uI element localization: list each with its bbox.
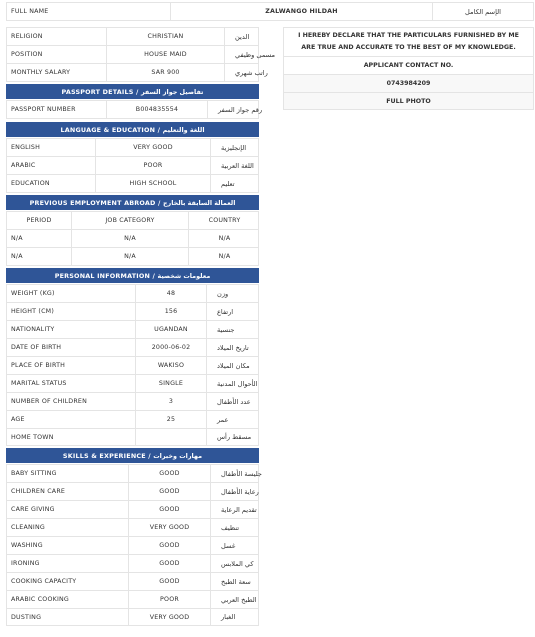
religion-value: CHRISTIAN: [106, 28, 224, 45]
baby-sitting-label-ar: جليسة الأطفال: [210, 465, 260, 482]
passport-number-label-ar: رقم جواز السفر: [207, 101, 260, 118]
date-of-birth-label: DATE OF BIRTH: [11, 344, 62, 351]
full-name-row: [6, 2, 534, 21]
declaration-text: I HEREBY DECLARE THAT THE PARTICULARS FURNISHED BY ME ARE TRUE AND ACCURATE TO THE BEST OF MY KNOWLEDGE.: [283, 27, 534, 56]
table-row: [6, 590, 259, 608]
passport-header-en: PASSPORT DETAILS /: [61, 87, 139, 96]
column-header-period: PERIOD: [26, 217, 52, 224]
ironing-label-ar: كي الملابس: [210, 555, 260, 572]
column-header-country: COUNTRY: [188, 212, 260, 229]
skills-section-header: [6, 448, 259, 463]
marital-status-label-ar: الأحوال المدنية: [206, 375, 260, 392]
table-row: [6, 536, 259, 554]
table-row: [6, 572, 259, 590]
employment-section-header: [6, 195, 259, 210]
care-giving-value: GOOD: [128, 501, 210, 518]
salary-value: SAR 900: [106, 64, 224, 81]
table-row: [6, 410, 259, 428]
employment-table: [6, 211, 259, 266]
ironing-value: GOOD: [128, 555, 210, 572]
personal-header-ar: معلومات شخصية: [157, 271, 211, 280]
weight-label-ar: وزن: [206, 285, 260, 302]
age-value: 25: [135, 411, 206, 428]
dusting-value: VERY GOOD: [128, 609, 210, 625]
basic-info-table: [6, 27, 276, 82]
skills-table: [6, 464, 262, 626]
personal-table: [6, 284, 259, 446]
salary-label: MONTHLY SALARY: [11, 69, 71, 76]
table-header-row: [6, 211, 259, 229]
arabic-cooking-value: POOR: [128, 591, 210, 608]
washing-value: GOOD: [128, 537, 210, 554]
care-giving-label-ar: تقديم الرعاية: [210, 501, 260, 518]
language-table: [6, 138, 259, 193]
country-cell: N/A: [188, 230, 260, 247]
nationality-label: NATIONALITY: [11, 326, 55, 333]
job-category-cell: N/A: [71, 230, 188, 247]
washing-label: WASHING: [11, 542, 43, 549]
nationality-label-ar: جنسية: [206, 321, 260, 338]
education-value: HIGH SCHOOL: [95, 175, 210, 192]
english-label: ENGLISH: [11, 144, 41, 151]
religion-label: RELIGION: [11, 33, 43, 40]
table-row: [6, 302, 259, 320]
cleaning-label-ar: تنظيف: [210, 519, 260, 536]
full-name-label: FULL NAME: [11, 8, 49, 15]
full-name-value: ZALWANGO HILDAH: [170, 3, 432, 20]
place-of-birth-value: WAKISO: [135, 357, 206, 374]
contact-label: APPLICANT CONTACT NO.: [283, 56, 534, 74]
position-label-ar: مسمى وظيفي: [224, 46, 260, 63]
table-row: [6, 100, 263, 119]
table-row: [6, 464, 262, 482]
position-label: POSITION: [11, 51, 43, 58]
table-row: [6, 392, 259, 410]
table-row: [6, 247, 259, 266]
home-town-value: [135, 429, 206, 445]
period-cell: N/A: [11, 235, 23, 242]
children-count-label-ar: عدد الأطفال: [206, 393, 260, 410]
height-label: HEIGHT (CM): [11, 308, 54, 315]
cooking-capacity-label-ar: سعة الطبخ: [210, 573, 260, 590]
place-of-birth-label-ar: مكان الميلاد: [206, 357, 260, 374]
passport-header-ar: تفاصيل جواز السفر: [140, 87, 204, 96]
arabic-cooking-label: ARABIC COOKING: [11, 596, 69, 603]
employment-header-en: PREVIOUS EMPLOYMENT ABROAD /: [29, 198, 161, 207]
english-label-ar: الإنجليزية: [210, 139, 260, 156]
education-label: EDUCATION: [11, 180, 50, 187]
table-row: [6, 374, 259, 392]
english-value: VERY GOOD: [95, 139, 210, 156]
ironing-label: IRONING: [11, 560, 40, 567]
table-row: [6, 45, 276, 63]
table-row: [6, 229, 259, 247]
marital-status-label: MARITAL STATUS: [11, 380, 67, 387]
job-category-cell: N/A: [71, 248, 188, 265]
passport-table: [6, 100, 263, 119]
arabic-value: POOR: [95, 157, 210, 174]
marital-status-value: SINGLE: [135, 375, 206, 392]
table-row: [6, 482, 259, 500]
arabic-label-ar: اللغة العربية: [210, 157, 260, 174]
date-of-birth-label-ar: تاريخ الميلاد: [206, 339, 260, 356]
personal-header-en: PERSONAL INFORMATION /: [54, 271, 156, 280]
arabic-label: ARABIC: [11, 162, 36, 169]
passport-number-value: B004835554: [106, 101, 207, 118]
cooking-capacity-label: COOKING CAPACITY: [11, 578, 77, 585]
position-value: HOUSE MAID: [106, 46, 224, 63]
religion-label-ar: الدين: [224, 28, 260, 45]
date-of-birth-value: 2000-06-02: [135, 339, 206, 356]
children-care-label: CHILDREN CARE: [11, 488, 66, 495]
cooking-capacity-value: GOOD: [128, 573, 210, 590]
employment-header-ar: العمالة السابقة بالخارج: [162, 198, 236, 207]
language-section-header: [6, 122, 259, 137]
nationality-value: UGANDAN: [135, 321, 206, 338]
education-label-ar: تعليم: [210, 175, 260, 192]
age-label-ar: عمر: [206, 411, 260, 428]
table-row: [6, 554, 259, 572]
photo-label: FULL PHOTO: [283, 92, 534, 110]
table-row: [6, 138, 259, 156]
table-row: [6, 608, 259, 626]
skills-header-en: SKILLS & EXPERIENCE /: [62, 451, 151, 460]
baby-sitting-label: BABY SITTING: [11, 470, 57, 477]
weight-label: WEIGHT (KG): [11, 290, 55, 297]
table-row: [6, 338, 259, 356]
language-header-ar: اللغة والتعليم: [162, 125, 205, 134]
children-count-label: NUMBER OF CHILDREN: [11, 398, 88, 405]
place-of-birth-label: PLACE OF BIRTH: [11, 362, 66, 369]
children-care-label-ar: رعاية الأطفال: [210, 483, 260, 500]
table-row: [6, 428, 259, 446]
age-label: AGE: [11, 416, 25, 423]
table-row: [6, 63, 268, 82]
weight-value: 48: [135, 285, 206, 302]
full-name-label-ar: الإسم الكامل: [432, 3, 533, 20]
baby-sitting-value: GOOD: [128, 465, 210, 482]
table-row: [6, 500, 259, 518]
table-row: [6, 174, 259, 193]
height-value: 156: [135, 303, 206, 320]
home-town-label-ar: مسقط رأس: [206, 429, 260, 445]
cleaning-value: VERY GOOD: [128, 519, 210, 536]
period-cell: N/A: [11, 253, 23, 260]
arabic-cooking-label-ar: الطبخ العربي: [210, 591, 260, 608]
home-town-label: HOME TOWN: [11, 433, 54, 441]
table-row: [6, 156, 259, 174]
cleaning-label: CLEANING: [11, 524, 45, 531]
dusting-label-ar: الغبار: [210, 609, 260, 625]
dusting-label: DUSTING: [11, 613, 42, 621]
salary-label-ar: راتب شهري: [224, 64, 260, 81]
children-care-value: GOOD: [128, 483, 210, 500]
skills-header-ar: مهارات وخبرات: [153, 451, 203, 460]
passport-number-label: PASSPORT NUMBER: [11, 106, 76, 113]
children-count-value: 3: [135, 393, 206, 410]
column-header-job-category: JOB CATEGORY: [71, 212, 188, 229]
table-row: [6, 518, 259, 536]
country-cell: N/A: [188, 248, 260, 265]
washing-label-ar: غسل: [210, 537, 260, 554]
personal-section-header: [6, 268, 259, 283]
height-label-ar: ارتفاع: [206, 303, 260, 320]
table-row: [6, 284, 259, 302]
table-row: [6, 356, 259, 374]
table-row: [6, 27, 259, 45]
table-row: [6, 320, 259, 338]
contact-value: 0743984209: [283, 74, 534, 92]
language-header-en: LANGUAGE & EDUCATION /: [60, 125, 161, 134]
passport-section-header: [6, 84, 259, 99]
care-giving-label: CARE GIVING: [11, 506, 55, 513]
